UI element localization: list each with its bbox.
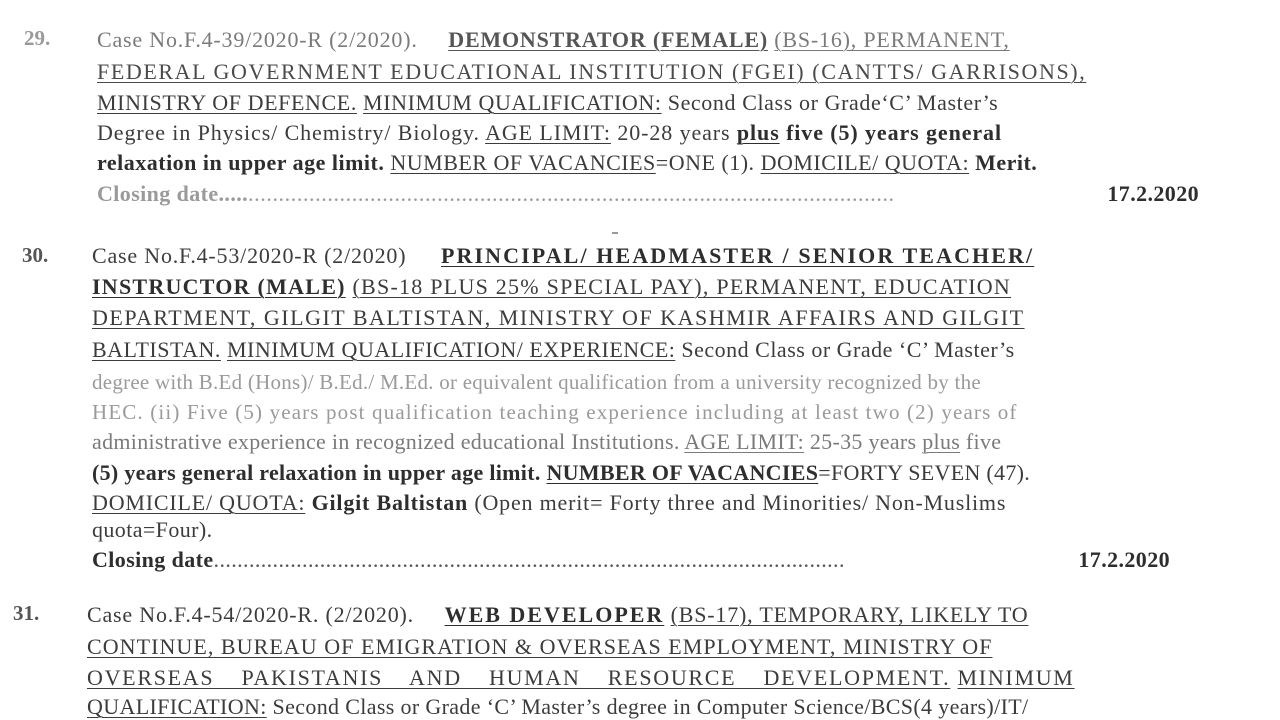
vacancies-value: =ONE (1). — [655, 150, 755, 175]
qualification-text: Second Class or Grade ‘C’ Master’s — [681, 337, 1015, 362]
scan-speck — [612, 232, 618, 234]
case-number: Case No.F.4-53/2020-R (2/2020) — [92, 243, 407, 268]
entry-line — [87, 602, 1028, 628]
age-relaxation: five (5) years general — [786, 120, 1002, 145]
post-title: DEMONSTRATOR (FEMALE) — [448, 27, 768, 52]
vacancies-label: NUMBER OF VACANCIES — [546, 460, 819, 485]
entry-line — [97, 27, 1010, 53]
domicile-note: quota=Four). — [92, 517, 213, 542]
closing-date-row — [92, 547, 1172, 573]
case-number: Case No.F.4-39/2020-R (2/2020). — [97, 27, 418, 52]
post-title: INSTRUCTOR (MALE) — [92, 274, 346, 299]
entry-number: 31. — [13, 601, 40, 625]
age-limit-label: AGE LIMIT: — [684, 429, 805, 454]
qualification-label: MINIMUM QUALIFICATION/ EXPERIENCE: — [226, 337, 676, 362]
closing-date-leader: ........................................................................................................... — [213, 547, 845, 572]
vacancies-label: NUMBER OF VACANCIES — [390, 150, 656, 175]
closing-date-leader: .......................................................................................................... — [248, 181, 895, 206]
closing-date-label: Closing date — [92, 547, 214, 572]
post-grade-status: (BS-17), TEMPORARY, LIKELY TO — [670, 602, 1029, 627]
closing-date-label: Closing date..... — [97, 181, 249, 206]
qualification-label: MINIMUM QUALIFICATION: — [363, 90, 662, 115]
domicile-value: Merit. — [975, 150, 1038, 175]
entry-line — [92, 490, 1006, 516]
closing-date-value: 17.2.2020 — [1107, 181, 1199, 206]
entry-line — [97, 150, 1037, 176]
post-grade-status: (BS-16), PERMANENT, — [774, 27, 1010, 52]
entry-number: 30. — [22, 243, 49, 267]
qualification-label: MINIMUM — [957, 665, 1075, 690]
closing-date-value: 17.2.2020 — [1070, 547, 1170, 573]
post-title: PRINCIPAL/ HEADMASTER / SENIOR TEACHER/ — [440, 243, 1035, 268]
entry-line — [97, 120, 1002, 146]
qualification-text: Second Class or Grade ‘C’ Master’s degree in Computer Science/BCS(4 years)/IT/ — [272, 694, 1029, 719]
experience-text: administrative experience in recognized educational Institutions. — [92, 429, 680, 454]
age-limit-label: AGE LIMIT: — [485, 120, 611, 145]
qualification-text: Second Class or Grade‘C’ Master’s — [667, 90, 999, 115]
entry-line — [87, 694, 1029, 720]
age-limit-value: 25-35 years — [809, 429, 917, 454]
department-line: BALTISTAN. — [92, 337, 221, 362]
qualification-text: degree with B.Ed (Hons)/ B.Ed./ M.Ed. or equivalent qualification from a university recognized by the — [92, 370, 981, 394]
ministry: MINISTRY OF DEFENCE. — [97, 90, 357, 115]
age-plus: plus — [922, 429, 961, 454]
vacancies-value: =FORTY SEVEN (47). — [818, 460, 1031, 485]
post-grade-status: (BS-18 PLUS 25% SPECIAL PAY), PERMANENT, EDUCATION — [352, 274, 1012, 299]
age-limit-value: 20-28 years — [617, 120, 731, 145]
department-line: OVERSEAS PAKISTANIS AND HUMAN RESOURCE DEVELOPMENT. — [87, 665, 951, 690]
domicile-label: DOMICILE/ QUOTA: — [760, 150, 970, 175]
age-plus: plus — [736, 120, 780, 145]
domicile-note: (Open merit= Forty three and Minorities/ Non-Muslims — [474, 490, 1007, 515]
department-line: FEDERAL GOVERNMENT EDUCATIONAL INSTITUTION (FGEI) (CANTTS/ GARRISONS), — [97, 59, 1087, 84]
experience-text: HEC. (ii) Five (5) years post qualification teaching experience including at least two (2) years of — [92, 400, 1018, 424]
case-number: Case No.F.4-54/2020-R. (2/2020). — [87, 602, 414, 627]
entry-line — [92, 274, 1011, 300]
department-line: DEPARTMENT, GILGIT BALTISTAN, MINISTRY OF KASHMIR AFFAIRS AND GILGIT — [92, 305, 1025, 330]
entry-line — [92, 460, 1030, 486]
entry-line — [87, 665, 1075, 691]
domicile-value: Gilgit Baltistan — [311, 490, 469, 515]
entry-line — [92, 337, 1015, 363]
entry-line — [92, 429, 1001, 455]
age-relaxation: relaxation in upper age limit. — [97, 150, 385, 175]
post-title: WEB DEVELOPER — [444, 602, 665, 627]
qualification-text: Degree in Physics/ Chemistry/ Biology. — [97, 120, 480, 145]
entry-line — [97, 90, 998, 116]
entry-line — [92, 243, 1034, 269]
closing-date-row — [97, 181, 1203, 207]
department-line: CONTINUE, BUREAU OF EMIGRATION & OVERSEAS EMPLOYMENT, MINISTRY OF — [87, 634, 993, 659]
entry-number: 29. — [24, 26, 51, 50]
domicile-label: DOMICILE/ QUOTA: — [92, 490, 306, 515]
age-relaxation: five — [965, 429, 1002, 454]
qualification-label: QUALIFICATION: — [87, 694, 267, 719]
age-relaxation: (5) years general relaxation in upper age limit. — [92, 460, 541, 485]
